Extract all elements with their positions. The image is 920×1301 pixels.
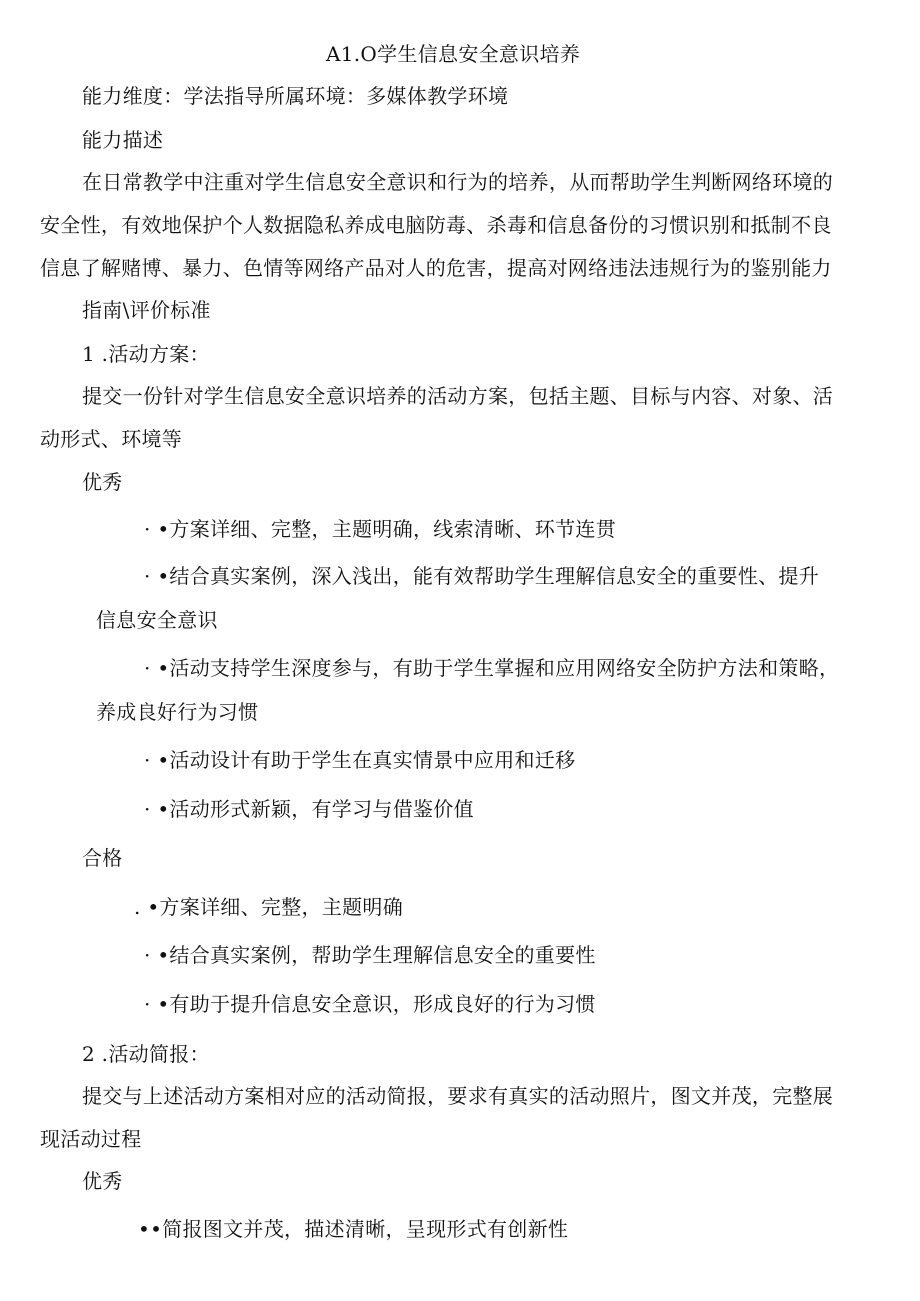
criteria-item: · •方案详细、完整，主题明确，线索清晰、环节连贯 [144,517,617,541]
paragraph-line: 信息了解赌博、暴力、色情等网络产品对人的危害，提高对网络违法违规行为的鉴别能力 [40,256,832,280]
paragraph-line: 在日常教学中注重对学生信息安全意识和行为的培养，从而帮助学生判断网络环境的 [82,170,834,194]
paragraph-line: 现活动过程 [40,1127,142,1151]
criteria-item: · •结合真实案例，帮助学生理解信息安全的重要性 [144,943,596,967]
criteria-item: ••简报图文并茂，描述清晰，呈现形式有创新性 [138,1217,569,1241]
criteria-item: · •有助于提升信息安全意识，形成良好的行为习惯 [144,992,596,1016]
paragraph-line: 提交一份针对学生信息安全意识培养的活动方案，包括主题、目标与内容、对象、活 [82,384,834,408]
paragraph-line: 提交与上述活动方案相对应的活动简报，要求有真实的活动照片，图文并茂，完整展 [82,1084,834,1108]
item-heading: 1 .活动方案： [82,342,210,366]
paragraph-line: 安全性，有效地保护个人数据隐私养成电脑防毒、杀毒和信息备份的习惯识别和抵制不良 [40,213,832,237]
level-label-excellent: 优秀 [82,470,123,494]
criteria-item-continued: 养成良好行为习惯 [96,700,259,724]
paragraph-line: 动形式、环境等 [40,427,183,451]
section-heading-ability: 能力描述 [82,128,164,152]
level-label-pass: 合格 [82,846,123,870]
criteria-item: · •活动设计有助于学生在真实情景中应用和迁移 [144,748,576,772]
criteria-item-continued: 信息安全意识 [96,608,218,632]
item-heading: 2 .活动简报： [82,1042,210,1066]
level-label-excellent: 优秀 [82,1169,123,1193]
criteria-item: · •结合真实案例，深入浅出，能有效帮助学生理解信息安全的重要性、提升 [144,564,820,588]
section-heading-guide: 指南\评价标准 [82,298,211,322]
meta-line: 能力维度：学法指导所属环境：多媒体教学环境 [82,84,509,108]
criteria-item: · •活动支持学生深度参与，有助于学生掌握和应用网络安全防护方法和策略， [144,656,840,680]
criteria-item: · •活动形式新颖，有学习与借鉴价值 [144,797,474,821]
criteria-item: . •方案详细、完整，主题明确 [134,895,404,919]
page-title: A1.O学生信息安全意识培养 [326,42,581,66]
